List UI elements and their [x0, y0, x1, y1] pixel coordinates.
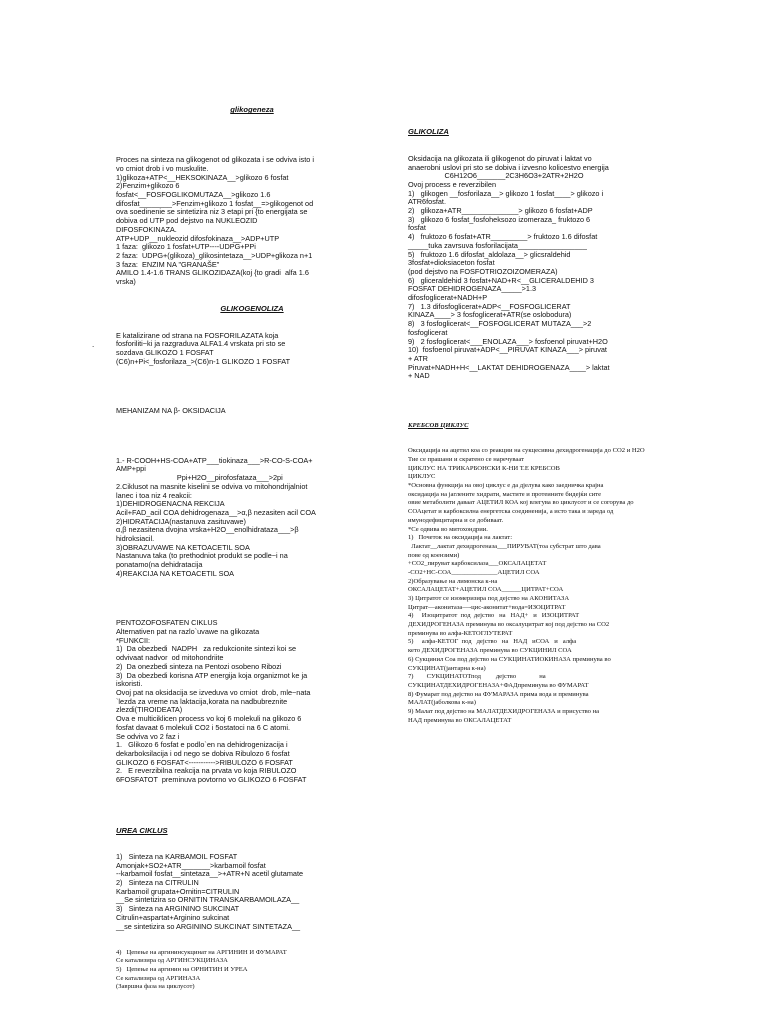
- text-line: 1) glikogen __fosforilaza__> glikozo 1 fosfat____> glikozo i: [408, 188, 604, 198]
- text-line: 3)OBRAZUVAWE NA KETOACETIL SOA: [116, 542, 250, 552]
- text-line: *FUNKCII:: [116, 635, 151, 645]
- text-line: vrska): [116, 277, 136, 287]
- text-line: fosfat davaat 6 molekuli CO2 i 5ostatoci na 6 C atomi.: [116, 722, 290, 732]
- text-line: 1)DEHIDROGENACNA REKCIJA: [116, 499, 225, 509]
- text-line: 2. E reverzibilna reakcija na prvata vo koja RIBULOZO: [116, 766, 297, 776]
- text-line: vo crniot drob i vo muskulite.: [116, 163, 209, 173]
- text-line: 2)HIDRATACIJA(nastanuva zasituvawe): [116, 516, 246, 526]
- urea-cycle-text: [116, 853, 388, 931]
- text-line: Тие се прашани и скратено се наречуваат: [408, 456, 524, 463]
- right-column: [408, 110, 688, 743]
- text-line: 3) Sinteza na ARGININO SUKCINAT: [116, 904, 240, 914]
- beta-oxidation-heading: [116, 407, 388, 416]
- text-line: AMP+ppi: [116, 464, 146, 474]
- text-line: C6H12O6_______2C3H6O3+2ATR+2H2O: [408, 171, 584, 181]
- text-line: __se sintetizira so ARGININO SUKCINAT SINTETAZA__: [116, 921, 301, 931]
- text-line: Се катализира од АРГИНСУКЦИНАЗА: [116, 957, 228, 965]
- text-line: ЦИКЛУС НА ТРИКАРБОНСКИ К-НИ Т.Е КРЕБСОВ: [408, 464, 560, 472]
- text-line: ponatamo(na dehidratacija: [116, 560, 203, 570]
- text-line: fosforiliti~ki ja razgraduva ALFA1.4 vrskata pri sto se: [116, 339, 286, 349]
- text-line: 1.- R-COOH+HS-COA+ATP___tiokinaza___>R-CO-S-COA+: [116, 455, 313, 465]
- text-line: Ova e multiciklicen process vo koj 6 molekuli na glikozo 6: [116, 714, 302, 724]
- text-line: sozdava GLIKOZO 1 FOSFAT: [116, 347, 214, 357]
- text-line: Se odviva vo 2 faz i: [116, 731, 180, 741]
- text-line: odvivaat nadvor od mitohondriite: [116, 653, 224, 663]
- text-line: Се катализира од АРГИНАЗА: [116, 974, 201, 982]
- text-line: FOSFAT DEHIDROGENAZA_____>1.3: [408, 284, 537, 294]
- glikoliza-text: [408, 155, 688, 381]
- text-line: 3) Da obezbedi korisna ATP energija koja organizmot ke ja: [116, 670, 308, 680]
- text-line: E katalizirane od strana na FOSFORILAZATA koja: [116, 330, 279, 340]
- urea-cycle-heading: UREA CIKLUS: [116, 825, 168, 835]
- text-line: 3) Цитратот се изомеризира под дејство на АКОНИТАЗА: [408, 595, 570, 602]
- text-line: Amonjak+SO2+ATR_______>karbamoil fosfat: [116, 860, 266, 870]
- text-line: кето ДЕХИДРОГЕНАЗА преминува во СУКЦИНИЛ СОА: [408, 647, 572, 655]
- text-line: Nastanuva taka (to prethodniot produkt se podle~i na: [116, 551, 288, 561]
- text-line: 1) Sinteza na KARBAMOIL FOSFAT: [116, 851, 238, 861]
- text-line: 9) Малат под дејство на МАЛАТДЕХИДРОГЕНАЗА и присуство на: [408, 707, 600, 715]
- text-line: СОАцетат и карбоксилна енергетска соединенија, а исто така и зареда од: [408, 508, 614, 516]
- text-line: 2) Sinteza na CITRULIN: [116, 878, 199, 888]
- text-line: fosfoglicerat: [408, 327, 448, 337]
- text-line: Цитрат—аконитаза—-цис-аконитат+вода=ИЗОЦИТРАТ: [408, 603, 566, 611]
- text-line: dobiva od UTP pod dejstvo na NUKLEOZID: [116, 216, 258, 226]
- text-line: 4) Цепење на аргининсукцинат на АРГИНИН И ФУМАРАТ: [116, 948, 287, 956]
- text-line: 4)REAKCIJA NA KETOACETIL SOA: [116, 568, 235, 578]
- text-line: овие метаболити даваат АЦЕТИЛ КОА кој влегува во циклусот и се согорува до: [408, 499, 634, 507]
- stray-dot: .: [92, 340, 95, 349]
- glikoliza-heading: GLIKOLIZA: [408, 127, 449, 137]
- text-line: __Se sintetizira so ORNITIN TRANSKARBAMOILAZA__: [116, 895, 300, 905]
- text-line: fosfat<__FOSFOGLIKOMUTAZA__>glikozo 1.6: [116, 190, 271, 200]
- text-line: ДЕХИДРОГЕНАЗА преминува во оксалуцитрат кој под дејство на СО2: [408, 621, 610, 629]
- text-line: 4) Изоцитратот под дејство на НАД+ и ИЗОЦИТРАТ: [408, 612, 580, 620]
- text-line: 1) Почеток на оксидација на лактат:: [408, 534, 513, 542]
- text-line: имунодефицитарна и се добиваат.: [408, 516, 504, 524]
- text-line: hidroksiacil.: [116, 534, 155, 544]
- text-line: ОКСАЛАЦЕТАТ+АЦЕТИЛ СОА______ЦИТРАТ+СОА: [408, 586, 564, 594]
- krebs-cycle-text: [408, 447, 688, 725]
- text-line: МАЛАТ(јаболкова к-на): [408, 699, 476, 707]
- text-line: Ovoj pat na oksidacija se izveduva vo crniot drob, mle~nata: [116, 688, 311, 697]
- text-line: Ppi+H2O__pirofosfataza___>2pi: [116, 473, 283, 483]
- text-line: MEHANIZAM NA β- OKSIDACIJA: [116, 406, 226, 416]
- text-line: 3 faza: ENZIM NA "GRANAŠE": [116, 259, 220, 269]
- beta-oxidation-text: [116, 457, 388, 579]
- text-line: 1 faza: glikozo 1 fosfat+UTP----UDPG+PPi: [116, 242, 256, 252]
- text-line: преминува во алфа-КЕТОГЛУТЕРАТ: [408, 629, 513, 637]
- text-line: -СО2+НС-СОА______________АЦЕТИЛ СОА: [408, 568, 540, 576]
- text-line: 9) 2 fosfoglicerat<___ENOLAZA___> fosfoenol piruvat+H2O: [408, 336, 608, 346]
- text-line: ova soedinenie se sintetizira niz 3 etapi pri {to energijata se: [116, 207, 308, 217]
- text-line: (Завршна фаза на циклусот): [116, 983, 195, 991]
- text-line: PENTOZOFOSFATEN CIKLUS: [116, 618, 218, 628]
- text-line: Piruvat+NADH+H<__LAKTAT DEHIDROGENAZA____> laktat: [408, 362, 610, 372]
- text-line: 4) fruktozo 6 fosfat+ATR_________> fruktozo 1.6 difosfat: [408, 232, 598, 242]
- text-line: 5) алфа-КЕТОГ под дејство на НАД иСОА и алфа: [408, 638, 577, 646]
- text-line: СУКЦИНАТ(јантарна к-на): [408, 664, 486, 672]
- krebs-cycle-heading: КРЕБСОВ ЦИКЛУС: [408, 421, 469, 429]
- text-line: 2) glikoza+ATR______________> glikozo 6 fosfat+ADP: [408, 206, 593, 216]
- glikogeneza-text: [116, 156, 388, 287]
- text-line: 8) 3 fosfoglicerat<__FOSFOGLICERAT MUTAZA___>2: [408, 319, 592, 329]
- text-line: lanec i toa niz 4 reakcii:: [116, 490, 192, 500]
- text-line: Alternativen pat na razlo`uvawe na glikozata: [116, 627, 260, 637]
- text-line: Oksidacija na glikozata ili glikogenot do piruvat i laktat vo: [408, 153, 592, 163]
- text-line: СУКЦИНАТДЕХИДРОГЕНАЗА+ФАДпреминува во ФУМАРАТ: [408, 681, 589, 689]
- text-line: (pod dejstvo na FOSFOTRIOZOIZOMERAZA): [408, 266, 558, 276]
- text-line: `lezda za vreme na laktacija,korata na nadbubreznite: [116, 696, 288, 706]
- text-line: α,β nezasitena dvojna vrska+H2O__enolhidrataza___>β: [116, 525, 299, 535]
- text-line: 5) fruktozo 1.6 difosfat_aldolaza__> glicsraldehid: [408, 249, 571, 259]
- glikogenoliza-heading: GLIKOGENOLIZA: [220, 304, 284, 314]
- text-line: 2)Fenzim+glikozo 6: [116, 181, 180, 191]
- text-line: ATR6fosfat.: [408, 197, 446, 207]
- text-line: difosfat________>Fenzim+glikozo 1 fosfat__=>glikogenot od: [116, 198, 314, 208]
- text-line: 6) gliceraldehid 3 fosfat+NAD+R<__GLICERALDEHID 3: [408, 275, 594, 285]
- text-line: Proces na sinteza na glikogenot od glikozata i se odviva isto i: [116, 155, 314, 165]
- text-line: *Се одвива во митохондрии.: [408, 525, 488, 533]
- text-line: --karbamoil fosfat__sintetaza__>+ATR+N acetil glutamate: [116, 869, 304, 879]
- glikogeneza-heading: glikogeneza: [230, 105, 274, 115]
- text-line: ATP+UDP__nukleozid difosfokinaza__>ADP+UTP: [116, 233, 280, 243]
- glikogenoliza-text: [116, 332, 388, 367]
- text-line: anaerobni uslovi pri sto se dobiva i izvesno kolicestvo energija: [408, 162, 609, 172]
- text-line: + ATR: [408, 353, 428, 363]
- text-line: difosfoglicerat+NADH+P: [408, 293, 488, 303]
- text-line: GLIKOZO 6 FOSFAT<----------->RIBULOZO 6 FOSFAT: [116, 757, 293, 767]
- text-line: Karbamoil grupata+Ornitin=CITRULIN: [116, 886, 240, 896]
- text-line: 1. Glikozo 6 fosfat e podlo`en na dehidrogenizacija i: [116, 740, 288, 750]
- left-column: [116, 88, 388, 1010]
- text-line: fosfat: [408, 223, 426, 233]
- text-line: Оксидација на ацетил коа со реакции на сукцесивна дехидрогенација до СО2 и Н2О: [408, 447, 645, 455]
- text-line: DIFOSFOKINAZA.: [116, 224, 177, 234]
- text-line: Лактат__лактат дехидрогеназа___ПИРУВАТ(тоа субстрат што дава: [408, 542, 601, 550]
- text-line: 1)glikoza+ATP<__HEKSOKINAZA__>glikozo 6 fosfat: [116, 172, 289, 182]
- text-line: 10) fosfoenol piruvat+ADP<__PIRUVAT KINAZA___> piruvat: [408, 345, 607, 355]
- text-line: 7) 1.3 difosfoglicerat+ADP<__FOSFOGLICERAT: [408, 301, 571, 311]
- text-line: 3fosfat+dioksiaceton fosfat: [408, 258, 495, 268]
- text-line: 6) Сукцинил Соа под дејство на СУКЦИНАТИОКИНАЗА преминува во: [408, 655, 611, 663]
- text-line: *Основна функција на овој циклус е да дјелува како заедничка крајна: [408, 482, 604, 490]
- text-line: НАД преминува во ОКСАЛАЦЕТАТ: [408, 716, 512, 724]
- text-line: 5) Цепење на аргинин на ОРНИТИН И УРЕА: [116, 966, 248, 974]
- text-line: 6FOSFATOT preminuva povtorno vo GLIKOZO 6 FOSFAT: [116, 775, 307, 785]
- text-line: 8) Фумарат под дејство на ФУМАРАЗА прима вода и преминува: [408, 690, 589, 698]
- text-line: Ovoj process e reverzibilen: [408, 179, 497, 189]
- text-line: KINAZA____> 3 fosfoglicerat+ATR(se oslobodura): [408, 310, 572, 320]
- text-line: 7) СУКЦИНАТОТпод дејство на: [408, 673, 546, 681]
- text-line: Citrulin+aspartat+Arginino sukcinat: [116, 912, 230, 922]
- pentose-phosphate-text: [116, 619, 388, 784]
- text-line: zlezdi(TIROIDEATA): [116, 705, 183, 715]
- text-line: iskoristi.: [116, 679, 143, 689]
- text-line: AMILO 1.4-1.6 TRANS GLIKOZIDAZA(koj {to gradi alfa 1.6: [116, 268, 309, 278]
- text-line: Acil+FAD_acil COA dehidrogenaza__>α,β nezasiten acil COA: [116, 507, 316, 517]
- text-line: dekarboksilacija i od nego se dobiva Ribulozo 6 fosfat: [116, 748, 290, 758]
- text-line: 2)Образување на лимонска к-на: [408, 577, 498, 585]
- urea-cycle-cyrillic-text: [116, 949, 388, 992]
- text-line: (C6)n+Pi<_fosforilaza_>(C6)n-1 GLIKOZO 1 FOSFAT: [116, 356, 291, 366]
- text-line: 2) Da onezbedi sinteza na Pentozi osobeno Ribozi: [116, 661, 282, 671]
- text-line: оксидација на јаглените хидрати, мастите и протеините бидејќи сите: [408, 490, 601, 498]
- text-line: 2.Ciklusot na masnite kiselini se odviva vo mitohondrijalniot: [116, 481, 308, 491]
- text-line: +СО2_пируват карбоксилаза___ОКСАЛАЦЕТАТ: [408, 560, 547, 568]
- text-line: 1) Da obezbedi NADPH za redukcionite sintezi koi se: [116, 644, 297, 654]
- text-line: + NAD: [408, 371, 430, 381]
- text-line: 3) glikozo 6 fosfat_fosfoheksozo izomeraza_ fruktozo 6: [408, 214, 591, 224]
- text-line: 2 faza: UDPG+(glikoza)_glikosintetaza__>UDP+glikoza n+1: [116, 250, 313, 260]
- text-line: ЦИКЛУС: [408, 473, 436, 481]
- text-line: пове од коензими): [408, 551, 460, 559]
- text-line: _____tuka zavrsuva fosforilacijata_________________: [408, 240, 587, 250]
